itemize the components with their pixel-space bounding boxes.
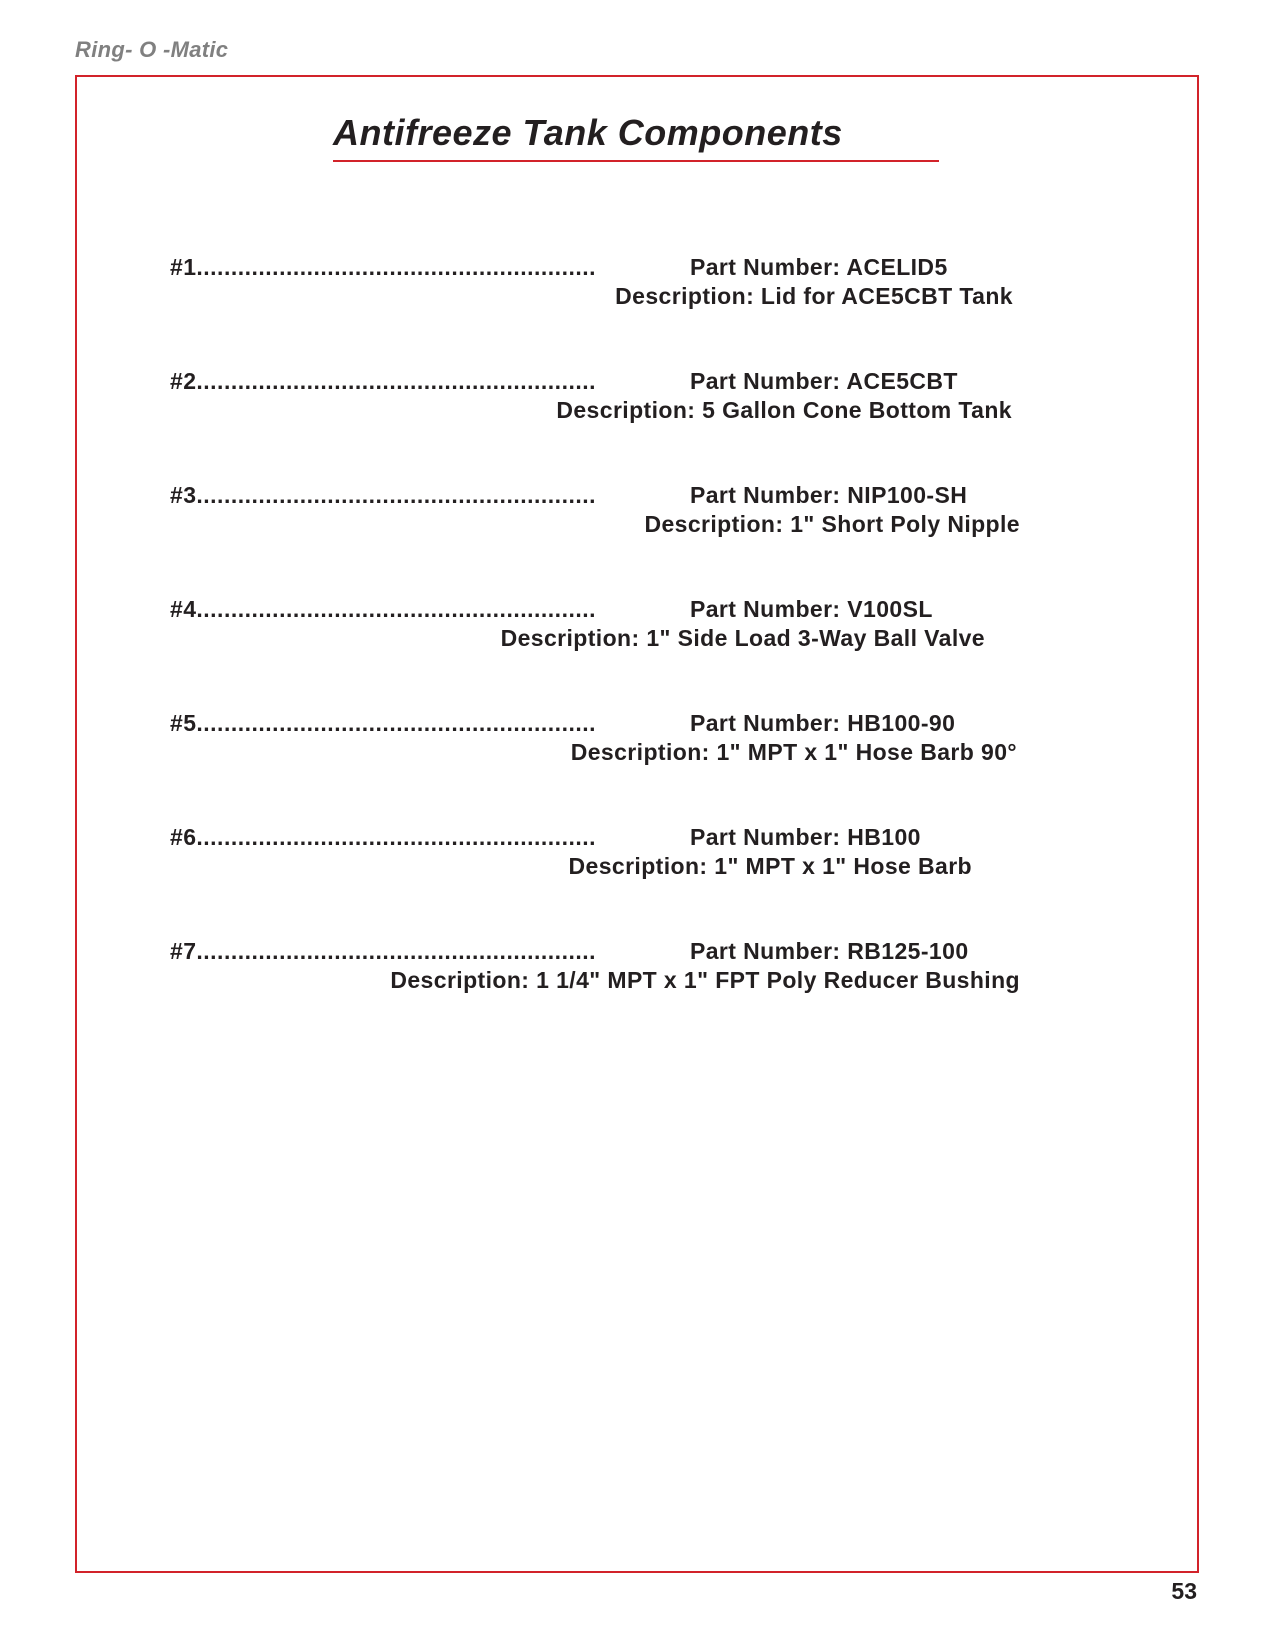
dot-leader: .......................................................... [196,938,597,964]
item-2-part-number: Part Number: ACE5CBT [690,368,958,394]
dot-leader: .......................................................... [196,368,597,394]
item-4-description: Description: 1" Side Load 3-Way Ball Valve [500,625,985,651]
page-title: Antifreeze Tank Components [333,112,843,153]
item-1-description: Description: Lid for ACE5CBT Tank [615,283,1013,309]
item-6-part-number: Part Number: HB100 [690,824,921,850]
item-number: #4 [170,596,197,622]
item-7-description: Description: 1 1/4" MPT x 1" FPT Poly Reducer Bushing [390,967,1020,993]
item-number: #5 [170,710,197,736]
dot-leader: .......................................................... [196,254,597,280]
item-6-number-line [170,823,676,851]
item-number: #1 [170,254,197,280]
brand-header: Ring- O -Matic [75,37,229,62]
item-number: #6 [170,824,197,850]
title-underline [333,160,939,162]
item-number: #7 [170,938,197,964]
item-2-description: Description: 5 Gallon Cone Bottom Tank [556,397,1012,423]
item-3-part-number: Part Number: NIP100-SH [690,482,968,508]
item-5-description: Description: 1" MPT x 1" Hose Barb 90° [570,739,1017,765]
item-7-part-number: Part Number: RB125-100 [690,938,969,964]
item-1-number-line [170,253,676,281]
item-3-number-line [170,481,676,509]
page-number: 53 [1171,1578,1197,1604]
item-2-number-line [170,367,676,395]
item-number: #3 [170,482,197,508]
item-5-part-number: Part Number: HB100-90 [690,710,956,736]
item-4-number-line [170,595,676,623]
item-6-description: Description: 1" MPT x 1" Hose Barb [568,853,972,879]
dot-leader: .......................................................... [196,596,597,622]
item-4-part-number: Part Number: V100SL [690,596,933,622]
item-3-description: Description: 1" Short Poly Nipple [644,511,1020,537]
dot-leader: .......................................................... [196,710,597,736]
item-5-number-line [170,709,676,737]
dot-leader: .......................................................... [196,482,597,508]
item-1-part-number: Part Number: ACELID5 [690,254,948,280]
dot-leader: .......................................................... [196,824,597,850]
item-number: #2 [170,368,197,394]
item-7-number-line [170,937,676,965]
